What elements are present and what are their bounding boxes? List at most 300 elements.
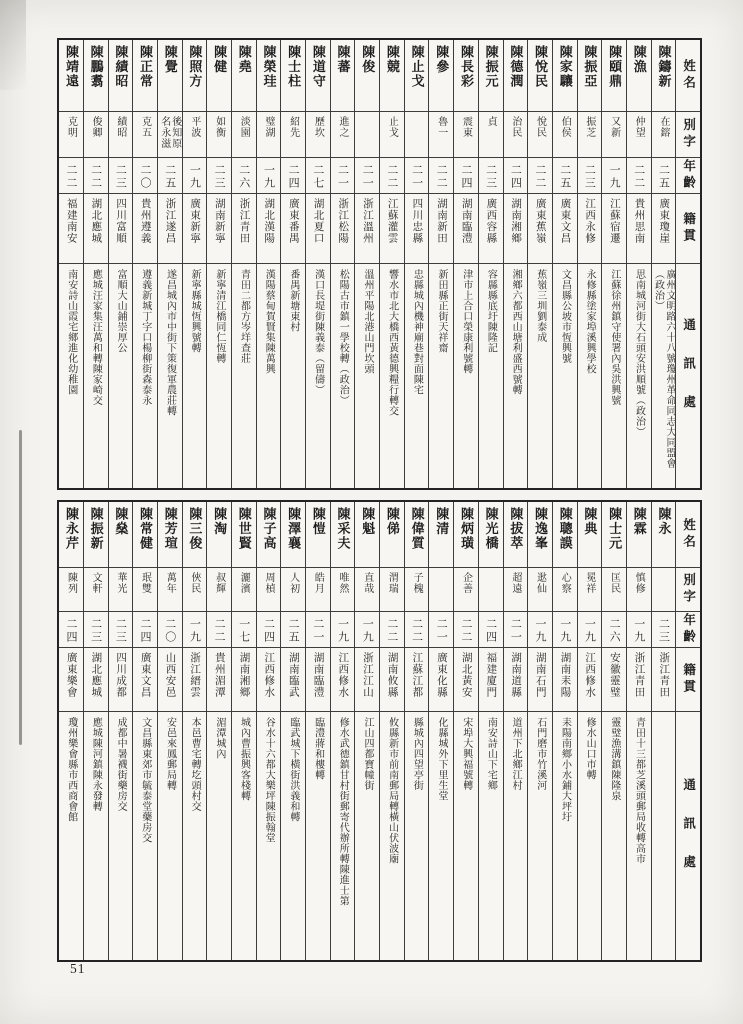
entry-origin-cell (627, 648, 651, 712)
entry-zi: 淡園 (238, 116, 250, 138)
entry-column (207, 502, 232, 960)
entry-origin: 浙江青田 (633, 652, 645, 698)
entry-zi: 人初 (287, 572, 299, 594)
entry-origin: 浙江縉雲 (189, 652, 201, 698)
entry-age: 一九 (361, 618, 374, 644)
entry-age-cell (109, 158, 133, 194)
header-name-label: 姓名 (681, 59, 696, 92)
entry-origin: 湖南道縣 (510, 652, 522, 698)
entry-name-cell (578, 502, 602, 568)
entry-origin-cell (281, 648, 305, 712)
entry-zi-cell (578, 568, 602, 612)
entry-age: 二一 (410, 164, 423, 190)
entry-name-cell (331, 40, 355, 112)
directory-table-top (57, 38, 702, 490)
entry-column (257, 40, 282, 488)
entry-age: 二四 (287, 164, 300, 190)
entry-name: 陳逸峯 (533, 507, 549, 551)
entry-address-cell (59, 264, 83, 488)
entry-address-cell (306, 712, 330, 960)
scan-corner-shade-artifact (0, 0, 26, 90)
entry-age-cell (380, 158, 404, 194)
entry-address-cell (528, 712, 552, 960)
entry-age: 二一 (509, 618, 522, 644)
entry-name-cell (183, 502, 207, 568)
entry-name: 陳偉質 (409, 507, 425, 551)
entry-age-cell (331, 612, 355, 648)
entry-origin-cell (306, 194, 330, 264)
entry-origin-cell (504, 194, 528, 264)
entry-zi-cell (504, 112, 528, 158)
entry-age: 二一 (435, 618, 448, 644)
entry-address-cell (652, 264, 676, 488)
entry-origin: 安徽靈璧 (608, 652, 620, 698)
entry-name-cell (553, 502, 577, 568)
entry-zi-cell (331, 568, 355, 612)
entry-address-cell (479, 712, 503, 960)
entry-age-cell (602, 158, 626, 194)
entry-origin: 四川忠縣 (411, 198, 423, 244)
entry-column (602, 40, 627, 488)
entry-column (504, 502, 529, 960)
entry-origin: 湖南湘鄉 (510, 198, 522, 244)
entry-age-cell (504, 612, 528, 648)
entry-address-cell (454, 712, 478, 960)
entry-name: 陳悅民 (533, 45, 549, 89)
entry-origin-cell (331, 194, 355, 264)
entry-name: 陳績昭 (113, 45, 129, 89)
header-address-label: 通訊處 (681, 318, 696, 434)
entry-age: 二二 (534, 164, 547, 190)
entry-origin: 江西修水 (263, 652, 275, 698)
entry-zi-cell (429, 112, 453, 158)
entry-address: 本邑曹宅轉圪頭村交 (189, 717, 201, 812)
entry-age-cell (84, 158, 108, 194)
entry-origin: 江西修水 (584, 652, 596, 698)
entry-name-cell (528, 40, 552, 112)
entry-address-cell (627, 712, 651, 960)
entry-column (504, 40, 529, 488)
entry-address-cell (207, 712, 231, 960)
entry-age-cell (133, 158, 157, 194)
entry-name: 陳拔萃 (508, 507, 524, 551)
entry-origin-cell (84, 648, 108, 712)
entry-zi-cell (380, 112, 404, 158)
entry-age: 二五 (287, 618, 300, 644)
entry-name-cell (602, 40, 626, 112)
entry-address: 應城陳河鎮陳永發轉 (90, 717, 102, 812)
entry-name-cell (133, 40, 157, 112)
entry-age-cell (454, 612, 478, 648)
entry-address-cell (602, 264, 626, 488)
entry-column (627, 40, 652, 488)
entry-name-cell (528, 502, 552, 568)
entry-address: 松陽古市鎮一學校轉（政治） (337, 269, 349, 406)
entry-zi-cell (627, 112, 651, 158)
entry-name: 陳霖 (631, 507, 647, 536)
entry-age: 一九 (188, 618, 201, 644)
entry-address-cell (652, 712, 676, 960)
entry-name-cell (109, 40, 133, 112)
entry-address: 漢陽蔡甸賀賢集陳萬興 (263, 269, 275, 374)
entry-name-cell (602, 502, 626, 568)
entry-origin-cell (553, 194, 577, 264)
entry-name: 陳俊 (360, 45, 376, 74)
entry-address: 耒陽南鄉小水鋪大坪圩 (559, 717, 571, 822)
entry-column (627, 502, 652, 960)
entry-zi-cell (281, 568, 305, 612)
entry-zi-cell (380, 568, 404, 612)
entry-address-cell (553, 712, 577, 960)
entry-name: 陳家驤 (557, 45, 573, 89)
entry-name: 陳長彩 (458, 45, 474, 89)
entry-address: 臨武城下橫街洪義和轉 (287, 717, 299, 822)
entry-address: 湘鄉六都西山塘利盛西號轉 (510, 269, 522, 395)
entry-zi-cell (479, 568, 503, 612)
entry-origin-cell (528, 194, 552, 264)
entry-age-cell (158, 612, 182, 648)
entry-name: 陳士元 (607, 507, 623, 551)
entry-zi: 在鎔 (657, 116, 669, 138)
entry-name-cell (504, 502, 528, 568)
header-name-label: 姓名 (681, 518, 696, 551)
entry-origin-cell (602, 194, 626, 264)
page-number: 51 (70, 961, 86, 976)
entry-age: 二一 (336, 164, 349, 190)
entry-zi: 俠民 (188, 572, 200, 594)
entry-origin-cell (454, 648, 478, 712)
entry-name-cell (306, 40, 330, 112)
entry-column (652, 502, 677, 960)
entry-name-cell (355, 40, 379, 112)
entry-column (306, 502, 331, 960)
entry-name: 陳漁 (631, 45, 647, 74)
entry-origin: 江蘇灌雲 (386, 198, 398, 244)
entry-address-cell (504, 712, 528, 960)
entry-zi: 璧湖 (262, 116, 274, 138)
entry-age-cell (109, 612, 133, 648)
entry-address: 富順大山鋪崇厚公 (115, 269, 127, 353)
entry-address: 文昌縣公坡市恆興號 (559, 269, 571, 364)
entry-age: 一七 (237, 618, 250, 644)
entry-name-cell (405, 40, 429, 112)
entry-zi: 悅民 (534, 116, 546, 138)
entry-address-cell (133, 712, 157, 960)
entry-zi: 心察 (559, 572, 571, 594)
entry-origin-cell (652, 194, 676, 264)
entry-age: 二四 (484, 618, 497, 644)
entry-name: 陳淘 (212, 507, 228, 536)
entry-age: 二二 (385, 164, 398, 190)
entry-origin-cell (652, 648, 676, 712)
entry-address-cell (405, 712, 429, 960)
entry-age-cell (602, 612, 626, 648)
entry-age-cell (553, 612, 577, 648)
entry-name: 陳澤襄 (286, 507, 302, 551)
entry-name: 陳燊 (113, 507, 129, 536)
entry-zi-cell (454, 112, 478, 158)
entry-column (109, 40, 134, 488)
entry-zi: 平波 (188, 116, 200, 138)
entry-address-cell (232, 264, 256, 488)
entry-origin: 湖南臨武 (287, 652, 299, 698)
entry-age-cell (306, 612, 330, 648)
entry-age: 一九 (583, 618, 596, 644)
entry-address: 蕉嶺三圳劉泰成 (534, 269, 546, 343)
entry-column (331, 40, 356, 488)
entry-address-cell (602, 712, 626, 960)
entry-address-cell (232, 712, 256, 960)
entry-name-cell (281, 502, 305, 568)
entry-address-cell (380, 712, 404, 960)
entry-age-cell (183, 612, 207, 648)
entry-origin: 浙江青田 (238, 198, 250, 244)
entry-address-cell (109, 264, 133, 488)
entry-origin: 廣東文昌 (559, 198, 571, 244)
entry-age-cell (207, 612, 231, 648)
entry-zi-cell (84, 112, 108, 158)
entry-name-cell (59, 40, 83, 112)
entry-name: 陳振新 (88, 507, 104, 551)
entry-origin: 廣東番禺 (287, 198, 299, 244)
entry-name-cell (232, 502, 256, 568)
entry-zi-cell (602, 112, 626, 158)
entry-zi: 華光 (114, 572, 126, 594)
header-origin-cell (676, 194, 700, 264)
entry-column (355, 502, 380, 960)
entry-zi: 振芝 (583, 116, 595, 138)
entry-name: 陳參 (434, 45, 450, 74)
entry-address-cell (627, 264, 651, 488)
entry-zi-cell (281, 112, 305, 158)
entry-origin-cell (306, 648, 330, 712)
entry-origin: 江西永修 (584, 198, 596, 244)
entry-origin-cell (479, 648, 503, 712)
entry-origin-cell (133, 194, 157, 264)
entry-age: 二一 (361, 164, 374, 190)
entry-address: 縣城內四望亭街 (411, 717, 423, 791)
entry-address: 遂昌城內市中街下策復軍農莊轉 (164, 269, 176, 416)
entry-address-cell (257, 264, 281, 488)
entry-address: 青田十三都芝溪頭郵局收轉高市 (633, 717, 645, 864)
entry-zi-cell (553, 112, 577, 158)
entry-zi-cell (158, 568, 182, 612)
entry-zi-cell (504, 568, 528, 612)
entry-zi: 萬年 (164, 572, 176, 594)
entry-address: 安邑來鳳郵局轉 (164, 717, 176, 791)
entry-name-cell (281, 40, 305, 112)
entry-age-cell (553, 158, 577, 194)
entry-origin: 廣東蕉嶺 (534, 198, 546, 244)
entry-zi: 魯一 (435, 116, 447, 138)
entry-address: 城內曹振興客棧轉 (238, 717, 250, 801)
entry-origin-cell (59, 194, 83, 264)
entry-address: 靈璧漁溝鎮陳隆泉 (608, 717, 620, 801)
entry-name-cell (158, 502, 182, 568)
entry-address: 永修縣塗家埠溪興學校 (584, 269, 596, 374)
entry-origin: 湖南臨澧 (460, 198, 472, 244)
entry-zi: 超遠 (509, 572, 521, 594)
entry-origin-cell (207, 648, 231, 712)
entry-column (133, 502, 158, 960)
entry-address: 忠縣城內機神廟巷對面陳宅 (411, 269, 423, 395)
entry-column (405, 502, 430, 960)
entry-age: 二四 (509, 164, 522, 190)
entry-origin: 四川富順 (115, 198, 127, 244)
entry-address-cell (405, 264, 429, 488)
entry-zi-cell (257, 568, 281, 612)
entry-name: 陳止戈 (409, 45, 425, 89)
entry-name-cell (232, 40, 256, 112)
entry-zi-cell (207, 112, 231, 158)
entry-age: 二二 (459, 618, 472, 644)
entry-zi-cell (59, 112, 83, 158)
entry-name-cell (380, 40, 404, 112)
entry-column (553, 502, 578, 960)
entry-age-cell (331, 158, 355, 194)
entry-age: 二四 (139, 618, 152, 644)
entry-origin: 福建廈門 (485, 652, 497, 698)
entry-name: 陳典 (582, 507, 598, 536)
entry-zi: 渭瑞 (386, 572, 398, 594)
entry-column (454, 40, 479, 488)
entry-column (528, 502, 553, 960)
entry-address: 湄潭城內 (213, 717, 225, 759)
entry-age-cell (405, 612, 429, 648)
entry-zi: 紹先 (287, 116, 299, 138)
entry-origin-cell (602, 648, 626, 712)
entry-zi: 震東 (460, 116, 472, 138)
entry-address: 谷水十六都大樂坪陳振翰堂 (263, 717, 275, 843)
entry-address-cell (578, 264, 602, 488)
entry-column (59, 502, 84, 960)
entry-name: 陳士柱 (286, 45, 302, 89)
entry-name-cell (207, 40, 231, 112)
entry-zi-cell (257, 112, 281, 158)
entry-age: 二二 (435, 164, 448, 190)
entry-name-cell (479, 502, 503, 568)
entry-zi-cell (405, 568, 429, 612)
header-zi-label: 別字 (681, 118, 696, 151)
entry-address-cell (183, 264, 207, 488)
entry-origin-cell (355, 648, 379, 712)
entry-address-cell (306, 264, 330, 488)
entry-column (183, 40, 208, 488)
entry-name-cell (59, 502, 83, 568)
entry-address: 應城汪家集汪萬和轉陳家崎交 (90, 269, 102, 406)
entry-address: 容縣縣底圩陳隆記 (485, 269, 497, 353)
entry-name-cell (355, 502, 379, 568)
entry-name-cell (627, 40, 651, 112)
entry-address: 成都中暑襪街藥房交 (115, 717, 127, 812)
entry-age: 二五 (657, 164, 670, 190)
entry-age-cell (232, 158, 256, 194)
entry-age-cell (133, 612, 157, 648)
entry-name-cell (257, 40, 281, 112)
entry-zi-cell (578, 112, 602, 158)
entry-age: 二二 (410, 618, 423, 644)
entry-age: 二三 (213, 164, 226, 190)
entry-origin-cell (504, 648, 528, 712)
entry-column (232, 502, 257, 960)
entry-origin-cell (627, 194, 651, 264)
entry-origin-cell (405, 648, 429, 712)
entry-age: 一九 (262, 164, 275, 190)
entry-age-cell (59, 158, 83, 194)
entry-address: 南安詩山霞宅鄉進化幼稚園 (65, 269, 77, 395)
entry-name: 陳振元 (483, 45, 499, 89)
entry-zi: 克五 (139, 116, 151, 138)
entry-age-cell (405, 158, 429, 194)
entry-address: 道州下北鄉江村 (510, 717, 522, 791)
entry-origin: 福建南安 (65, 198, 77, 244)
header-column (676, 40, 700, 488)
entry-name: 陳光橋 (483, 507, 499, 551)
entry-name: 陳采夫 (335, 507, 351, 551)
entry-name: 陳榮珪 (261, 45, 277, 89)
entry-age-cell (528, 158, 552, 194)
entry-age-cell (479, 158, 503, 194)
entry-zi: 歷坎 (312, 116, 324, 138)
header-address-cell (676, 712, 700, 960)
binding-shadow-artifact (19, 430, 22, 745)
entry-zi-cell (59, 568, 83, 612)
entry-origin-cell (133, 648, 157, 712)
entry-address: 修水武德鎮甘村街郵寄代辦所轉陳進士第 (337, 717, 349, 906)
entry-address: 溫州平陽北港山門坎頭 (361, 269, 373, 374)
entry-origin-cell (84, 194, 108, 264)
entry-name: 陳炳璜 (458, 507, 474, 551)
entry-origin: 浙江溫州 (361, 198, 373, 244)
header-zi-cell (676, 112, 700, 158)
entry-name-cell (380, 502, 404, 568)
entry-origin: 湖南臨澧 (312, 652, 324, 698)
entry-origin: 湖南耒陽 (559, 652, 571, 698)
entry-address-cell (578, 712, 602, 960)
entry-origin-cell (109, 648, 133, 712)
entry-address-cell (429, 712, 453, 960)
entry-origin-cell (183, 648, 207, 712)
entry-age-cell (306, 158, 330, 194)
entry-age-cell (578, 612, 602, 648)
entry-age: 二七 (311, 164, 324, 190)
entry-age-cell (652, 612, 676, 648)
entry-age-cell (183, 158, 207, 194)
entry-zi: 珉雙 (139, 572, 151, 594)
entry-origin-cell (232, 648, 256, 712)
entry-age: 二三 (114, 618, 127, 644)
entry-zi: 陳列 (65, 572, 77, 594)
entry-zi: 逖仙 (534, 572, 546, 594)
entry-name: 陳永芹 (63, 507, 79, 551)
entry-name: 陳常健 (138, 507, 154, 551)
entry-origin: 湖北黃安 (460, 652, 472, 698)
entry-zi-cell (355, 112, 379, 158)
entry-address-cell (454, 264, 478, 488)
entry-address: 漢口長堤街陳義泰（留儔） (312, 269, 324, 395)
entry-address: 遵義新城丁字口楊柳街森泰永 (139, 269, 151, 406)
entry-column (578, 502, 603, 960)
entry-name: 陳子高 (261, 507, 277, 551)
entry-age-cell (652, 158, 676, 194)
entry-name: 陳永 (656, 507, 672, 536)
entry-address-cell (158, 712, 182, 960)
entry-zi: 文軒 (90, 572, 102, 594)
entry-origin-cell (281, 194, 305, 264)
entry-zi-cell (207, 568, 231, 612)
entry-age: 二四 (262, 618, 275, 644)
entry-column (109, 502, 134, 960)
